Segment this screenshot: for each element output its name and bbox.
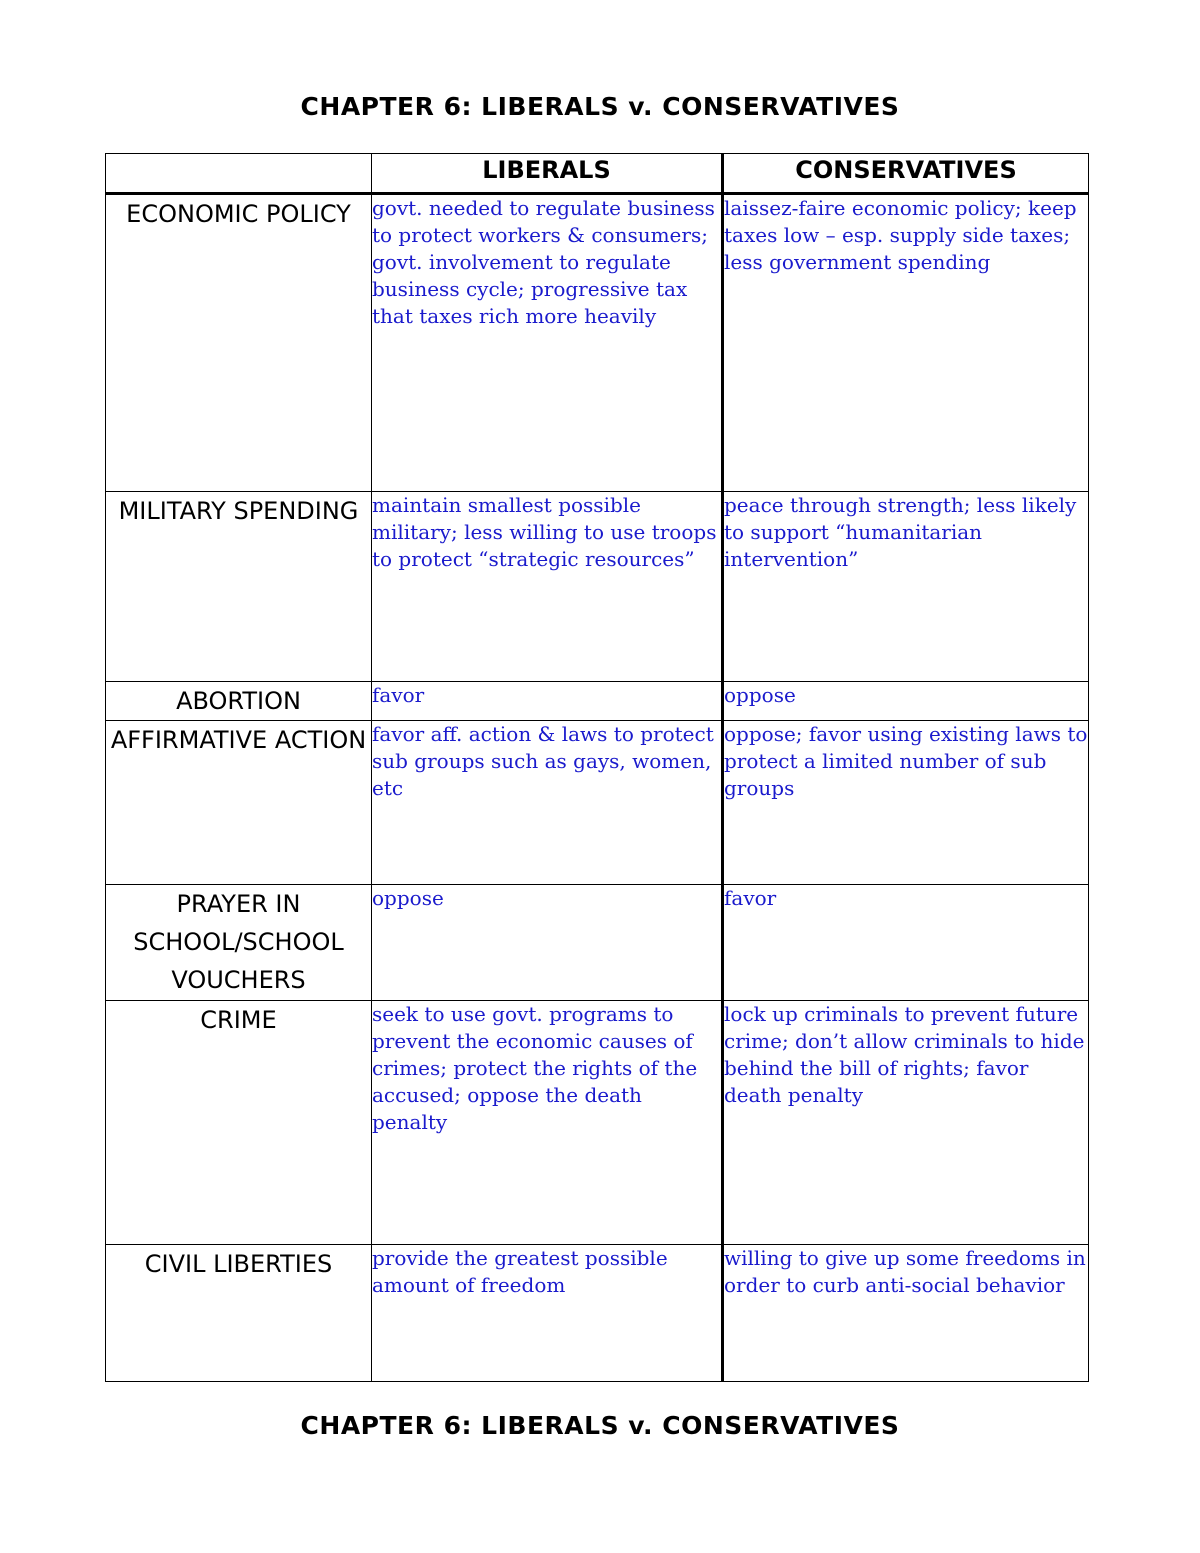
liberals-cell: provide the greatest possible amount of freedom <box>372 1245 723 1382</box>
row-label: ABORTION <box>106 682 372 721</box>
table-row <box>106 885 1089 1001</box>
table-row <box>106 1245 1089 1382</box>
conservatives-cell: favor <box>723 885 1089 1001</box>
page-title: CHAPTER 6: LIBERALS v. CONSERVATIVES <box>300 92 900 121</box>
comparison-table <box>105 153 1089 1382</box>
conservatives-cell: peace through strength; less likely to support “humanitarian intervention” <box>723 492 1089 682</box>
liberals-cell: favor aff. action & laws to protect sub groups such as gays, women, etc <box>372 721 723 885</box>
row-label: CRIME <box>106 1001 372 1245</box>
table-row <box>106 194 1089 492</box>
conservatives-cell: willing to give up some freedoms in order to curb anti-social behavior <box>723 1245 1089 1382</box>
header-blank <box>106 154 372 194</box>
row-label: ECONOMIC POLICY <box>106 194 372 492</box>
table-row <box>106 492 1089 682</box>
row-label: CIVIL LIBERTIES <box>106 1245 372 1382</box>
row-label: AFFIRMATIVE ACTION <box>106 721 372 885</box>
table-row <box>106 682 1089 721</box>
conservatives-cell: laissez-faire economic policy; keep taxes low – esp. supply side taxes; less government spending <box>723 194 1089 492</box>
conservatives-cell: oppose <box>723 682 1089 721</box>
conservatives-cell: lock up criminals to prevent future crime; don’t allow criminals to hide behind the bill of rights; favor death penalty <box>723 1001 1089 1245</box>
liberals-cell: oppose <box>372 885 723 1001</box>
page-title-bottom: CHAPTER 6: LIBERALS v. CONSERVATIVES <box>300 1411 900 1440</box>
table-row <box>106 721 1089 885</box>
liberals-cell: maintain smallest possible military; less willing to use troops to protect “strategic resources” <box>372 492 723 682</box>
row-label: MILITARY SPENDING <box>106 492 372 682</box>
table-header-row <box>106 154 1089 194</box>
table-row <box>106 1001 1089 1245</box>
row-label: PRAYER IN SCHOOL/SCHOOL VOUCHERS <box>106 885 372 1001</box>
conservatives-cell: oppose; favor using existing laws to protect a limited number of sub groups <box>723 721 1089 885</box>
liberals-cell: govt. needed to regulate business to protect workers & consumers; govt. involvement to regulate business cycle; progressive tax that taxes rich more heavily <box>372 194 723 492</box>
liberals-cell: seek to use govt. programs to prevent the economic causes of crimes; protect the rights of the accused; oppose the death penalty <box>372 1001 723 1245</box>
header-liberals: LIBERALS <box>372 154 723 194</box>
header-conservatives: CONSERVATIVES <box>723 154 1089 194</box>
liberals-cell: favor <box>372 682 723 721</box>
